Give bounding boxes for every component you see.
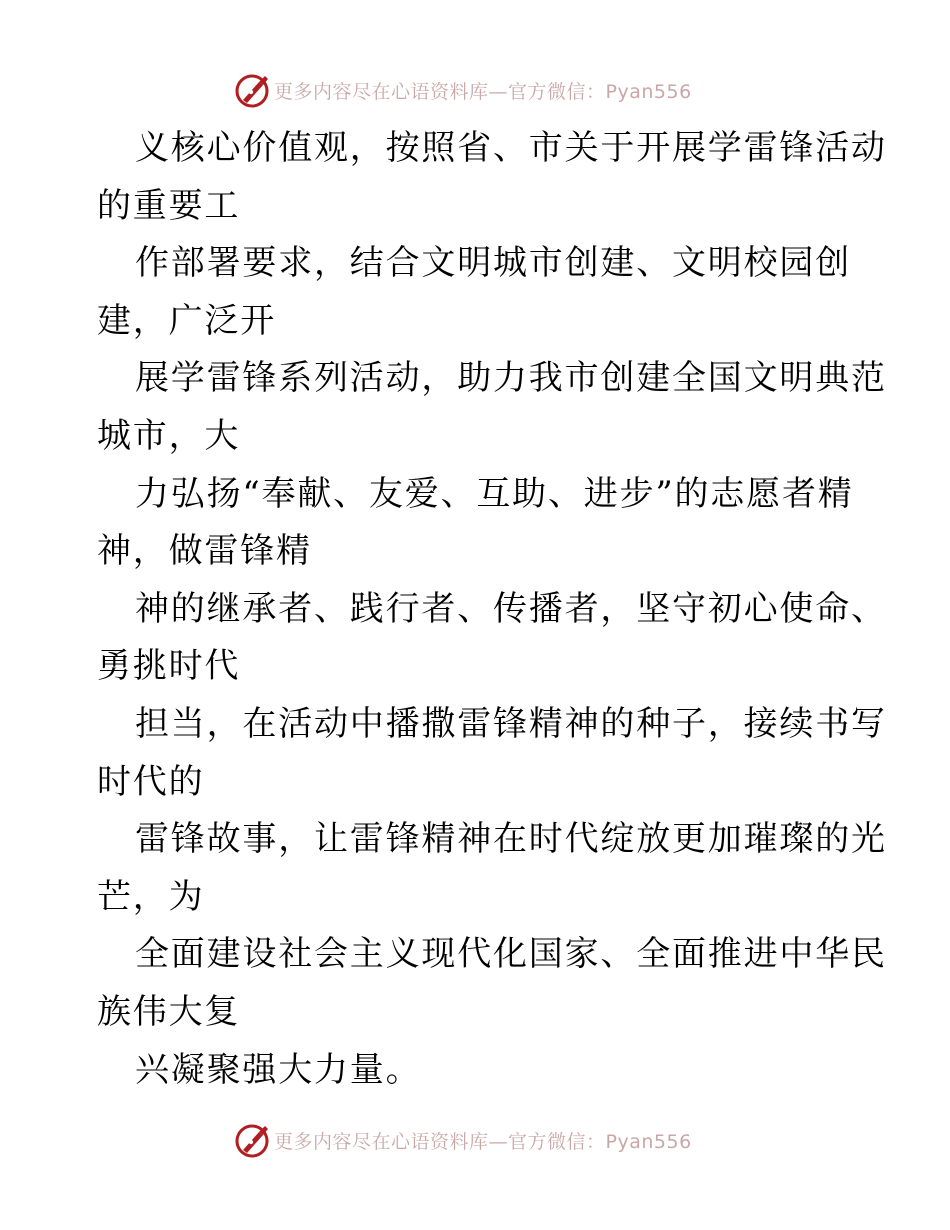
text-line: 展学雷锋系列活动，助力我市创建全国文明典范 [135,358,887,399]
pen-circle-icon [232,1120,272,1160]
pen-circle-icon [232,70,272,110]
header-banner [232,70,692,110]
text-line: 力弘扬“奉献、友爱、互助、进步”的志愿者精 [135,473,854,514]
text-line: 城市，大 [97,415,241,456]
text-line: 勇挑时代 [97,646,241,687]
text-line: 担当，在活动中播撒雷锋精神的种子，接续书写 [135,703,887,744]
text-line: 兴凝聚强大力量。 [135,1049,422,1090]
text-line: 神，做雷锋精 [97,531,312,572]
text-line: 神的继承者、践行者、传播者，坚守初心使命、 [135,588,887,629]
body-text [97,120,887,1099]
text-line: 族伟大复 [97,991,241,1032]
text-line: 建，广泛开 [97,300,276,341]
text-line: 作部署要求，结合文明城市创建、文明校园创 [135,243,851,284]
footer-banner [232,1120,692,1160]
text-line: 的重要工 [97,185,241,226]
text-line: 时代的 [97,761,205,802]
text-line: 芒，为 [97,876,205,917]
footer-text: 更多内容尽在心语资料库—官方微信：Pyan556 [274,1130,692,1153]
header-text: 更多内容尽在心语资料库—官方微信：Pyan556 [274,80,692,103]
text-line: 雷锋故事，让雷锋精神在时代绽放更加璀璨的光 [135,819,887,860]
text-line: 义核心价值观，按照省、市关于开展学雷锋活动 [135,128,887,168]
text-line: 全面建设社会主义现代化国家、全面推进中华民 [135,934,887,975]
